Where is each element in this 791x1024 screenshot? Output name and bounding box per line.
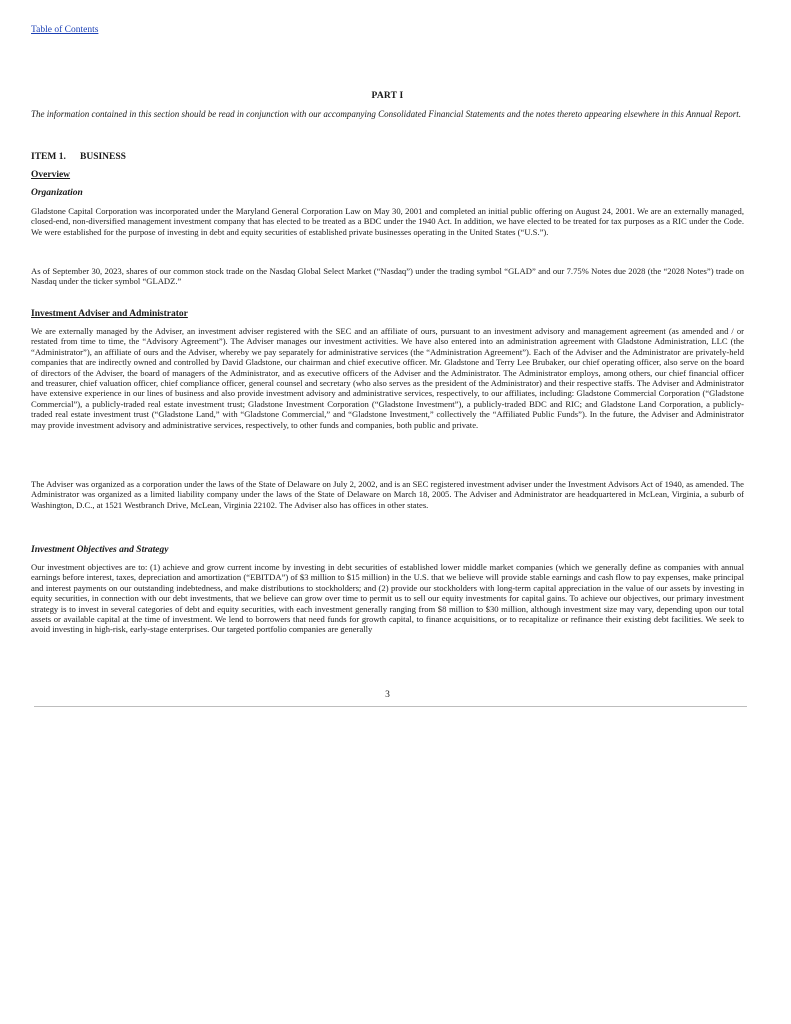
page-number: 3: [385, 690, 390, 700]
adviser-organization-paragraph: The Adviser was organized as a corporation under the laws of the State of Delaware on July 2, 2002, and is an SEC registered investment adviser under the Investment Advisors Act of 1940, as amended. The Administrator was organized as a limited liability company under the laws of the State of Delaware on March 18, 2005. The Adviser and Administrator are headquartered in McLean, Virginia, a suburb of Washington, D.C., at 1521 Westbranch Drive, McLean, Virginia 22102. The Adviser also has offices in other states.: [31, 479, 744, 510]
overview-heading: Overview: [31, 170, 71, 180]
footer-divider: [34, 706, 747, 707]
item-number: ITEM 1.: [31, 152, 66, 162]
adviser-heading: Investment Adviser and Administrator: [31, 309, 188, 319]
part-title: PART I: [371, 91, 404, 101]
organization-paragraph: Gladstone Capital Corporation was incorporated under the Maryland General Corporation Law on May 30, 2001 and completed an initial public offering on August 24, 2001. We are an externally managed, closed-end, non-diversified management investment company that has elected to be treated as a BDC under the 1940 Act. In addition, we have elected to be treated for tax purposes as a RIC under the Code. We were established for the purpose of investing in debt and equity securities of established private businesses operating in the United States (“U.S.”).: [31, 206, 744, 237]
table-of-contents-link[interactable]: Table of Contents: [31, 25, 99, 35]
part-intro: The information contained in this section should be read in conjunction with our accompanying Consolidated Financial Statements and the notes thereto appearing elsewhere in this Annual Report.: [31, 109, 742, 119]
objectives-paragraph: Our investment objectives are to: (1) achieve and grow current income by investing in debt securities of established lower middle market companies (which we generally define as companies with annual earnings before interest, taxes, depreciation and amortization (“EBITDA”) of $3 million to $15 million) in the U.S. that we believe will provide stable earnings and cash flow to pay expenses, make principal and interest payments on our outstanding indebtedness, and make distributions to stockholders; and (2) provide our stockholders with long-term capital appreciation in the value of our assets by investing in equity securities, in connection with our debt investments, that we believe can grow over time to permit us to sell our equity investments for capital gains. To achieve our objectives, our primary investment strategy is to invest in several categories of debt and equity securities, with each investment generally ranging from $8 million to $30 million, although investment size may vary, depending upon our total assets or available capital at the time of investment. We lend to borrowers that need funds for growth capital, to finance acquisitions, or to recapitalize or refinance their existing debt facilities. We seek to avoid investing in high-risk, early-stage enterprises. Our targeted portfolio companies are generally: [31, 562, 744, 635]
objectives-heading: Investment Objectives and Strategy: [31, 545, 169, 555]
item-title: BUSINESS: [80, 152, 126, 162]
organization-heading: Organization: [31, 188, 83, 198]
adviser-paragraph: We are externally managed by the Adviser, an investment adviser registered with the SEC and an affiliate of ours, pursuant to an investment advisory and management agreement (as amended and / or restated from time to time, the “Advisory Agreement”). The Adviser manages our investment activities. We have also entered into an administration agreement with Gladstone Administration, LLC (the “Administrator”), an affiliate of ours and the Adviser, whereby we pay separately for administrative services (the “Administration Agreement”). Each of the Adviser and the Administrator are privately-held companies that are indirectly owned and controlled by David Gladstone, our chairman and chief executive officer. Mr. Gladstone and Terry Lee Brubaker, our chief operating officer, also serve on the board of directors of the Adviser, the board of managers of the Administrator, and as executive officers of the Adviser and the Administrator. The Administrator employs, among others, our chief financial officer and treasurer, chief valuation officer, chief compliance officer, general counsel and secretary (who also serves as the president of the Administrator) and their respective staffs. The Adviser and Administrator have extensive experience in our lines of business and also provide investment advisory and administrative services, respectively, to our affiliates, including: Gladstone Commercial Corporation (“Gladstone Commercial”), a publicly-traded real estate investment trust; Gladstone Investment Corporation (“Gladstone Investment”), a publicly-traded BDC and RIC; and Gladstone Land Corporation, a publicly-traded real estate investment trust (“Gladstone Land,” with “Gladstone Commercial,” and “Gladstone Investment,” collectively the “Affiliated Public Funds”). In the future, the Adviser and Administrator may provide investment advisory and administrative services, respectively, to other funds and companies, both public and private.: [31, 326, 744, 430]
item-heading: [31, 152, 126, 162]
nasdaq-paragraph: As of September 30, 2023, shares of our common stock trade on the Nasdaq Global Select Market (“Nasdaq”) under the trading symbol “GLAD” and our 7.75% Notes due 2028 (the “2028 Notes”) trade on Nasdaq under the ticker symbol “GLADZ.”: [31, 266, 744, 287]
